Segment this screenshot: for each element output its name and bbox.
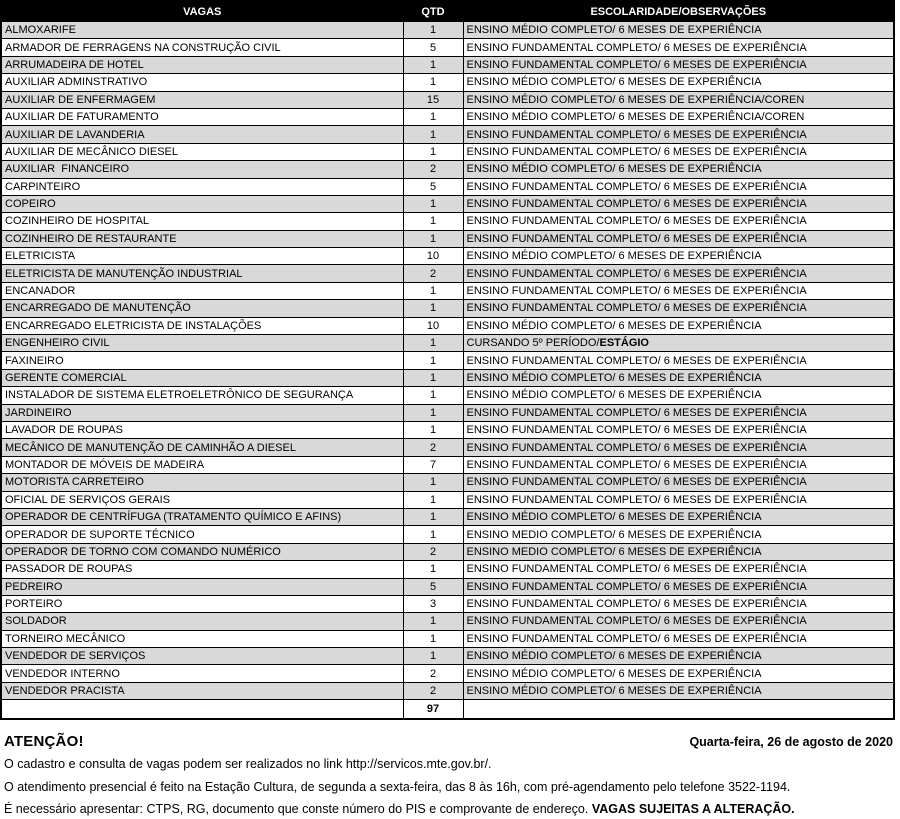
obs-cell: ENSINO FUNDAMENTAL COMPLETO/ 6 MESES DE EXPERIÊNCIA: [463, 282, 894, 299]
footer-notes: [4, 733, 893, 819]
vaga-cell: OFICIAL DE SERVIÇOS GERAIS: [1, 491, 403, 508]
vaga-cell: AUXILIAR DE MECÂNICO DIESEL: [1, 143, 403, 160]
qtd-cell: 1: [403, 352, 463, 369]
qtd-cell: 1: [403, 230, 463, 247]
qtd-cell: 5: [403, 39, 463, 56]
vaga-cell: PEDREIRO: [1, 578, 403, 595]
table-row: [1, 665, 894, 682]
vaga-cell: ENCANADOR: [1, 282, 403, 299]
obs-cell: ENSINO MÉDIO COMPLETO/ 6 MESES DE EXPERIÊNCIA: [463, 22, 894, 39]
qtd-cell: 15: [403, 91, 463, 108]
qtd-cell: 1: [403, 387, 463, 404]
qtd-cell: 1: [403, 491, 463, 508]
obs-cell: ENSINO FUNDAMENTAL COMPLETO/ 6 MESES DE EXPERIÊNCIA: [463, 421, 894, 438]
obs-cell: ENSINO FUNDAMENTAL COMPLETO/ 6 MESES DE EXPERIÊNCIA: [463, 404, 894, 421]
vaga-cell: AUXILIAR DE LAVANDERIA: [1, 126, 403, 143]
vaga-cell: TORNEIRO MECÂNICO: [1, 630, 403, 647]
table-header: [1, 1, 894, 22]
vaga-cell: ARRUMADEIRA DE HOTEL: [1, 56, 403, 73]
note-documents-required: [4, 798, 893, 819]
table-row: [1, 387, 894, 404]
obs-cell: ENSINO FUNDAMENTAL COMPLETO/ 6 MESES DE EXPERIÊNCIA: [463, 265, 894, 282]
table-row: [1, 56, 894, 73]
vaga-cell: VENDEDOR INTERNO: [1, 665, 403, 682]
table-row: [1, 213, 894, 230]
table-row: [1, 491, 894, 508]
vaga-cell: ARMADOR DE FERRAGENS NA CONSTRUÇÃO CIVIL: [1, 39, 403, 56]
qtd-cell: 1: [403, 213, 463, 230]
vaga-cell: ENCARREGADO DE MANUTENÇÃO: [1, 300, 403, 317]
vaga-cell: AUXILIAR DE FATURAMENTO: [1, 108, 403, 125]
qtd-cell: 1: [403, 630, 463, 647]
vaga-cell: ELETRICISTA: [1, 248, 403, 265]
qtd-cell: 1: [403, 22, 463, 39]
column-header-qtd: QTD: [403, 1, 463, 22]
table-row: [1, 526, 894, 543]
note-in-person-service: O atendimento presencial é feito na Estação Cultura, de segunda a sexta-feira, das 8 às 16h, com pré-agendamento pelo telefone 3522-1194.: [4, 779, 791, 794]
qtd-cell: 5: [403, 178, 463, 195]
obs-cell: ENSINO FUNDAMENTAL COMPLETO/ 6 MESES DE EXPERIÊNCIA: [463, 300, 894, 317]
note-vagas-sujeitas-text: VAGAS SUJEITAS A ALTERAÇÃO.: [591, 802, 795, 817]
vaga-cell: COPEIRO: [1, 195, 403, 212]
note-registration-link: O cadastro e consulta de vagas podem ser realizados no link http://servicos.mte.gov.br/.: [4, 757, 492, 772]
vaga-cell: PORTEIRO: [1, 595, 403, 612]
table-row: [1, 74, 894, 91]
vaga-cell: VENDEDOR DE SERVIÇOS: [1, 648, 403, 665]
table-row: [1, 282, 894, 299]
qtd-cell: 10: [403, 248, 463, 265]
column-header-vagas: VAGAS: [1, 1, 403, 22]
total-qtd-value: 97: [403, 700, 463, 720]
qtd-cell: 2: [403, 265, 463, 282]
obs-cell: ENSINO MÉDIO COMPLETO/ 6 MESES DE EXPERIÊNCIA: [463, 317, 894, 334]
qtd-cell: 1: [403, 613, 463, 630]
qtd-cell: 7: [403, 456, 463, 473]
obs-cell: ENSINO FUNDAMENTAL COMPLETO/ 6 MESES DE EXPERIÊNCIA: [463, 56, 894, 73]
obs-cell: ENSINO FUNDAMENTAL COMPLETO/ 6 MESES DE EXPERIÊNCIA: [463, 595, 894, 612]
obs-cell: ENSINO FUNDAMENTAL COMPLETO/ 6 MESES DE EXPERIÊNCIA: [463, 126, 894, 143]
vaga-cell: SOLDADOR: [1, 613, 403, 630]
obs-cell: ENSINO FUNDAMENTAL COMPLETO/ 6 MESES DE EXPERIÊNCIA: [463, 213, 894, 230]
table-row: [1, 352, 894, 369]
table-row: [1, 648, 894, 665]
table-row: [1, 22, 894, 39]
obs-cell: ENSINO FUNDAMENTAL COMPLETO/ 6 MESES DE EXPERIÊNCIA: [463, 474, 894, 491]
qtd-cell: 1: [403, 282, 463, 299]
obs-cell: ENSINO MÉDIO COMPLETO/ 6 MESES DE EXPERIÊNCIA: [463, 161, 894, 178]
qtd-cell: 2: [403, 439, 463, 456]
table-row: [1, 474, 894, 491]
qtd-cell: 1: [403, 561, 463, 578]
obs-cell: ENSINO FUNDAMENTAL COMPLETO/ 6 MESES DE EXPERIÊNCIA: [463, 613, 894, 630]
vaga-cell: ALMOXARIFE: [1, 22, 403, 39]
qtd-cell: 1: [403, 404, 463, 421]
table-row: [1, 317, 894, 334]
total-row: [1, 700, 894, 720]
obs-cell: ENSINO MÉDIO COMPLETO/ 6 MESES DE EXPERIÊNCIA: [463, 74, 894, 91]
footer-headline: [4, 733, 893, 750]
obs-cell: ENSINO FUNDAMENTAL COMPLETO/ 6 MESES DE EXPERIÊNCIA: [463, 456, 894, 473]
qtd-cell: 1: [403, 108, 463, 125]
vaga-cell: OPERADOR DE SUPORTE TÉCNICO: [1, 526, 403, 543]
vaga-cell: AUXILIAR DE ENFERMAGEM: [1, 91, 403, 108]
note-documents-text: É necessário apresentar: CTPS, RG, documento que conste número do PIS e comprovante de endereço.: [4, 802, 592, 817]
table-row: [1, 335, 894, 352]
qtd-cell: 1: [403, 143, 463, 160]
table-footer: [1, 700, 894, 720]
obs-cell: ENSINO FUNDAMENTAL COMPLETO/ 6 MESES DE EXPERIÊNCIA: [463, 578, 894, 595]
table-row: [1, 421, 894, 438]
obs-cell: ENSINO FUNDAMENTAL COMPLETO/ 6 MESES DE EXPERIÊNCIA: [463, 352, 894, 369]
obs-bold-text: ESTÁGIO: [599, 337, 649, 350]
table-row: [1, 195, 894, 212]
vaga-cell: MECÂNICO DE MANUTENÇÃO DE CAMINHÃO A DIESEL: [1, 439, 403, 456]
vaga-cell: LAVADOR DE ROUPAS: [1, 421, 403, 438]
qtd-cell: 5: [403, 578, 463, 595]
vaga-cell: AUXILIAR ADMINSTRATIVO: [1, 74, 403, 91]
qtd-cell: 1: [403, 421, 463, 438]
vaga-cell: GERENTE COMERCIAL: [1, 369, 403, 386]
qtd-cell: 1: [403, 74, 463, 91]
obs-cell: ENSINO FUNDAMENTAL COMPLETO/ 6 MESES DE EXPERIÊNCIA: [463, 39, 894, 56]
table-row: [1, 456, 894, 473]
obs-cell: [463, 335, 894, 352]
obs-cell: ENSINO FUNDAMENTAL COMPLETO/ 6 MESES DE EXPERIÊNCIA: [463, 230, 894, 247]
column-header-escolaridade: ESCOLARIDADE/OBSERVAÇÕES: [463, 1, 894, 22]
table-row: [1, 439, 894, 456]
vaga-cell: INSTALADOR DE SISTEMA ELETROELETRÔNICO DE SEGURANÇA: [1, 387, 403, 404]
vaga-cell: COZINHEIRO DE RESTAURANTE: [1, 230, 403, 247]
total-empty-vaga-cell: [1, 700, 403, 720]
qtd-cell: 2: [403, 161, 463, 178]
table-row: [1, 630, 894, 647]
qtd-cell: 3: [403, 595, 463, 612]
qtd-cell: 1: [403, 300, 463, 317]
vaga-cell: COZINHEIRO DE HOSPITAL: [1, 213, 403, 230]
vaga-cell: OPERADOR DE TORNO COM COMANDO NUMÉRICO: [1, 543, 403, 560]
table-row: [1, 578, 894, 595]
vaga-cell: ENGENHEIRO CIVIL: [1, 335, 403, 352]
obs-cell: ENSINO MÉDIO COMPLETO/ 6 MESES DE EXPERIÊNCIA/COREN: [463, 108, 894, 125]
date-label: Quarta-feira, 26 de agosto de 2020: [689, 735, 893, 750]
table-row: [1, 91, 894, 108]
obs-cell: ENSINO MÉDIO COMPLETO/ 6 MESES DE EXPERIÊNCIA: [463, 387, 894, 404]
table-row: [1, 300, 894, 317]
table-row: [1, 178, 894, 195]
table-row: [1, 561, 894, 578]
vaga-cell: ENCARREGADO ELETRICISTA DE INSTALAÇÕES: [1, 317, 403, 334]
obs-cell: ENSINO FUNDAMENTAL COMPLETO/ 6 MESES DE EXPERIÊNCIA: [463, 561, 894, 578]
qtd-cell: 1: [403, 56, 463, 73]
qtd-cell: 1: [403, 526, 463, 543]
qtd-cell: 1: [403, 126, 463, 143]
vaga-cell: MOTORISTA CARRETEIRO: [1, 474, 403, 491]
obs-cell: ENSINO MÉDIO COMPLETO/ 6 MESES DE EXPERIÊNCIA/COREN: [463, 91, 894, 108]
qtd-cell: 1: [403, 474, 463, 491]
qtd-cell: 1: [403, 369, 463, 386]
obs-cell: ENSINO MÉDIO COMPLETO/ 6 MESES DE EXPERIÊNCIA: [463, 665, 894, 682]
obs-cell: ENSINO MÉDIO COMPLETO/ 6 MESES DE EXPERIÊNCIA: [463, 648, 894, 665]
table-row: [1, 143, 894, 160]
qtd-cell: 2: [403, 665, 463, 682]
table-row: [1, 613, 894, 630]
obs-cell: ENSINO FUNDAMENTAL COMPLETO/ 6 MESES DE EXPERIÊNCIA: [463, 178, 894, 195]
qtd-cell: 2: [403, 682, 463, 699]
obs-cell: ENSINO FUNDAMENTAL COMPLETO/ 6 MESES DE EXPERIÊNCIA: [463, 439, 894, 456]
obs-cell: ENSINO MÉDIO COMPLETO/ 6 MESES DE EXPERIÊNCIA: [463, 508, 894, 525]
table-row: [1, 508, 894, 525]
table-body: [1, 22, 894, 700]
obs-cell: ENSINO MÉDIO COMPLETO/ 6 MESES DE EXPERIÊNCIA: [463, 248, 894, 265]
table-row: [1, 682, 894, 699]
vaga-cell: JARDINEIRO: [1, 404, 403, 421]
obs-cell: ENSINO FUNDAMENTAL COMPLETO/ 6 MESES DE EXPERIÊNCIA: [463, 195, 894, 212]
qtd-cell: 1: [403, 648, 463, 665]
table-row: [1, 39, 894, 56]
qtd-cell: 1: [403, 195, 463, 212]
vaga-cell: VENDEDOR PRACISTA: [1, 682, 403, 699]
total-empty-obs-cell: [463, 700, 894, 720]
vaga-cell: FAXINEIRO: [1, 352, 403, 369]
obs-cell: ENSINO MÉDIO COMPLETO/ 6 MESES DE EXPERIÊNCIA: [463, 369, 894, 386]
obs-cell: ENSINO FUNDAMENTAL COMPLETO/ 6 MESES DE EXPERIÊNCIA: [463, 491, 894, 508]
obs-text: CURSANDO 5º PERÍODO/: [466, 337, 600, 350]
obs-cell: ENSINO MEDIO COMPLETO/ 6 MESES DE EXPERIÊNCIA: [463, 526, 894, 543]
header-row: [1, 1, 894, 22]
qtd-cell: 2: [403, 543, 463, 560]
vaga-cell: CARPINTEIRO: [1, 178, 403, 195]
vaga-cell: ELETRICISTA DE MANUTENÇÃO INDUSTRIAL: [1, 265, 403, 282]
qtd-cell: 1: [403, 508, 463, 525]
table-row: [1, 248, 894, 265]
table-row: [1, 108, 894, 125]
attention-label: ATENÇÃO!: [4, 733, 84, 751]
table-row: [1, 161, 894, 178]
table-row: [1, 404, 894, 421]
obs-cell: ENSINO FUNDAMENTAL COMPLETO/ 6 MESES DE EXPERIÊNCIA: [463, 143, 894, 160]
qtd-cell: 1: [403, 335, 463, 352]
table-row: [1, 369, 894, 386]
obs-cell: ENSINO MÉDIO COMPLETO/ 6 MESES DE EXPERIÊNCIA: [463, 682, 894, 699]
obs-cell: ENSINO MEDIO COMPLETO/ 6 MESES DE EXPERIÊNCIA: [463, 543, 894, 560]
qtd-cell: 10: [403, 317, 463, 334]
table-row: [1, 230, 894, 247]
table-row: [1, 543, 894, 560]
vaga-cell: OPERADOR DE CENTRÍFUGA (TRATAMENTO QUÍMICO E AFINS): [1, 508, 403, 525]
table-row: [1, 126, 894, 143]
vaga-cell: PASSADOR DE ROUPAS: [1, 561, 403, 578]
vaga-cell: MONTADOR DE MÓVEIS DE MADEIRA: [1, 456, 403, 473]
table-row: [1, 595, 894, 612]
vaga-cell: AUXILIAR FINANCEIRO: [1, 161, 403, 178]
table-row: [1, 265, 894, 282]
obs-cell: ENSINO FUNDAMENTAL COMPLETO/ 6 MESES DE EXPERIÊNCIA: [463, 630, 894, 647]
